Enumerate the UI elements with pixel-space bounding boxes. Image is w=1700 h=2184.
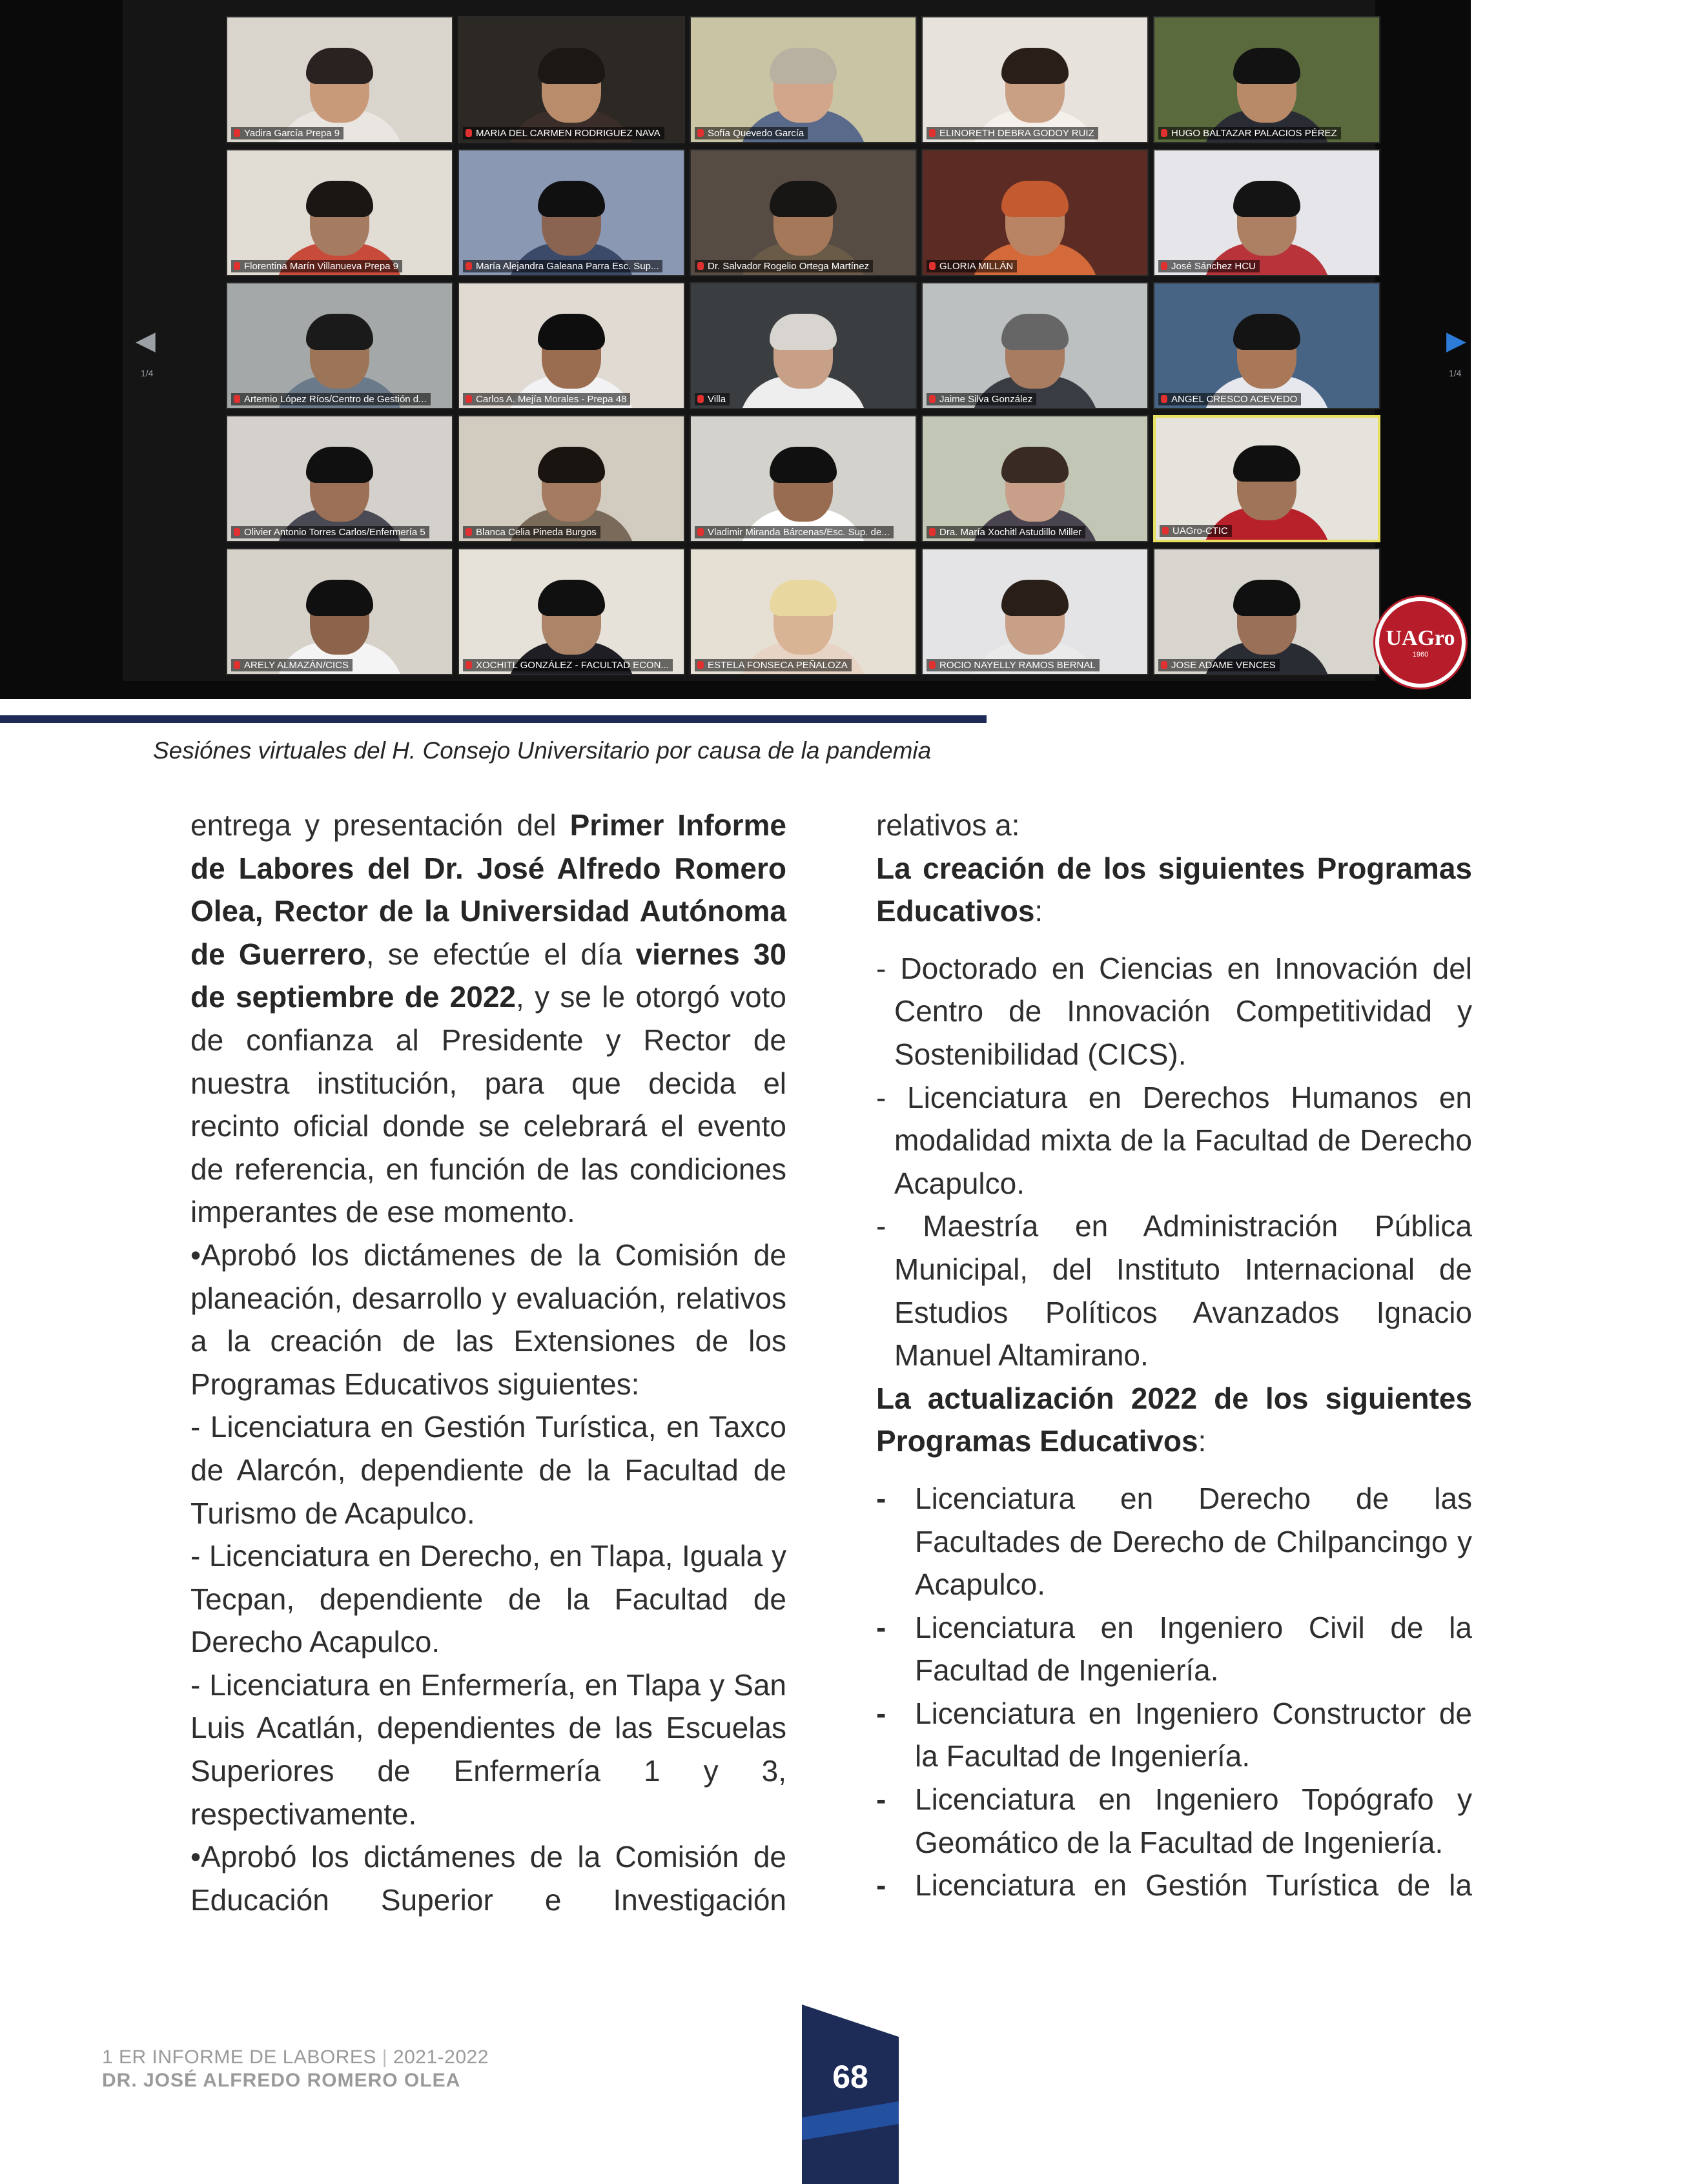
next-page-icon[interactable]: ▶ xyxy=(1446,327,1466,355)
left-column xyxy=(190,804,786,1921)
participant-name xyxy=(695,260,873,272)
list-item xyxy=(876,1606,1472,1692)
colon: : xyxy=(1034,894,1043,928)
muted-mic-icon xyxy=(697,661,704,669)
participant-tile[interactable] xyxy=(226,548,453,675)
list-item xyxy=(876,1477,1472,1606)
participant-name-text: Jaime Silva González xyxy=(939,394,1033,405)
participant-tile[interactable] xyxy=(458,415,685,542)
participant-tile[interactable] xyxy=(226,16,453,143)
colon: : xyxy=(1198,1424,1207,1458)
participant-hair xyxy=(770,447,837,483)
participant-hair xyxy=(770,181,837,217)
muted-mic-icon xyxy=(234,262,240,270)
participant-name-text: ESTELA FONSECA PEÑALOZA xyxy=(708,660,848,671)
participant-tile[interactable] xyxy=(921,548,1149,675)
participant-hair xyxy=(1233,48,1300,84)
participant-name-text: ELINORETH DEBRA GODOY RUIZ xyxy=(939,128,1094,139)
bold-run: Primer Informe de Labores del Dr. José Alfredo Romero Olea, Rector de la Universidad Autónoma de Guerrero xyxy=(190,808,786,971)
participant-tile[interactable] xyxy=(921,16,1149,143)
participant-name-text: ARELY ALMAZÁN/CICS xyxy=(244,660,349,671)
participant-hair xyxy=(1233,314,1300,350)
participant-hair xyxy=(1233,445,1300,482)
participant-hair xyxy=(538,48,605,84)
participant-name xyxy=(231,526,429,538)
participant-name-text: Dra. María Xochitl Astudillo Miller xyxy=(939,527,1082,538)
spacer xyxy=(876,1463,1472,1477)
participant-tile[interactable] xyxy=(458,548,685,675)
participant-hair xyxy=(306,48,373,84)
participant-tile[interactable] xyxy=(921,149,1149,276)
participant-name xyxy=(927,526,1085,538)
muted-mic-icon xyxy=(1161,395,1167,403)
participant-tile[interactable] xyxy=(921,282,1149,409)
page-number: 68 xyxy=(832,2059,868,2095)
participant-name xyxy=(463,526,600,538)
report-name: 1 ER INFORME DE LABORES xyxy=(102,2046,376,2068)
participant-hair xyxy=(1001,447,1069,483)
paragraph-informe xyxy=(190,804,786,1234)
bold-date: viernes 30 de septiembre de 2022 xyxy=(190,937,787,1014)
participant-hair xyxy=(1233,181,1300,217)
participant-tile[interactable] xyxy=(1153,415,1380,542)
list-item: - Licenciatura en Derechos Humanos en modalidad mixta de la Facultad de Derecho Acapulco. xyxy=(876,1080,1472,1200)
participant-tile[interactable] xyxy=(921,415,1149,542)
participant-name xyxy=(695,127,808,139)
muted-mic-icon xyxy=(466,528,472,536)
list-item xyxy=(876,1864,1472,1907)
participant-hair xyxy=(770,48,837,84)
participant-hair xyxy=(306,580,373,616)
participant-name-text: Dr. Salvador Rogelio Ortega Martínez xyxy=(708,261,870,272)
participant-name-text: ANGEL CRESCO ACEVEDO xyxy=(1171,394,1298,405)
participant-name-text: ROCIO NAYELLY RAMOS BERNAL xyxy=(939,660,1096,671)
participant-hair xyxy=(1001,314,1069,350)
dash-bullet: - xyxy=(876,1782,886,1817)
participant-name xyxy=(1160,525,1232,537)
participant-tile[interactable] xyxy=(458,149,685,276)
participant-hair xyxy=(770,314,837,350)
participant-hair xyxy=(306,314,373,350)
heading-creation xyxy=(876,847,1472,933)
seal-year: 1960 xyxy=(1412,651,1429,658)
participant-name xyxy=(1158,127,1341,139)
participant-hair xyxy=(1001,181,1069,217)
participant-name xyxy=(695,526,894,538)
list-item-text: Licenciatura en Gestión Turística de la xyxy=(915,1868,1472,1903)
participant-tile[interactable] xyxy=(458,16,685,143)
muted-mic-icon xyxy=(1162,527,1169,535)
participant-tile[interactable] xyxy=(1153,282,1380,409)
list-item xyxy=(876,1692,1472,1778)
participant-name xyxy=(231,393,431,405)
list-item: - Licenciatura en Derecho, en Tlapa, Iguala y Tecpan, dependiente de la Facultad de Derecho Acapulco. xyxy=(190,1539,786,1659)
participant-tile[interactable] xyxy=(690,16,917,143)
participant-name xyxy=(927,127,1098,139)
muted-mic-icon xyxy=(697,129,704,137)
participant-name xyxy=(463,393,630,405)
participant-name-text: XOCHITL GONZÁLEZ - FACULTAD ECON... xyxy=(476,660,669,671)
participant-name xyxy=(695,393,730,405)
participant-name-text: Vladimir Miranda Bárcenas/Esc. Sup. de... xyxy=(708,527,890,538)
participant-name xyxy=(463,659,673,671)
dash-bullet: - xyxy=(876,1610,886,1644)
participant-tile[interactable] xyxy=(458,282,685,409)
muted-mic-icon xyxy=(234,661,240,669)
uagro-seal-logo xyxy=(1375,597,1466,688)
muted-mic-icon xyxy=(234,129,240,137)
list-item-text: Licenciatura en Ingeniero Civil de la Facultad de Ingeniería. xyxy=(915,1610,1472,1688)
muted-mic-icon xyxy=(466,395,472,403)
dash-bullet: - xyxy=(876,1868,886,1903)
participant-hair xyxy=(306,447,373,483)
participant-name-text: Artemio López Ríos/Centro de Gestión d... xyxy=(244,394,427,405)
zoom-session-photo xyxy=(0,0,1471,699)
participant-tile[interactable] xyxy=(1153,548,1380,675)
participant-hair xyxy=(1233,580,1300,616)
participant-name-text: Florentina Marín Villanueva Prepa 9 xyxy=(244,261,399,272)
text-run: , se efectúe el día xyxy=(365,937,636,971)
text-run: entrega y presentación del xyxy=(190,808,570,842)
caption-rule xyxy=(0,715,987,723)
list-item: - Licenciatura en Enfermería, en Tlapa y San Luis Acatlán, dependientes de las Escuelas Superiores de Enfermería 1 y 3, respectivamente. xyxy=(190,1668,786,1831)
list-item-text: Licenciatura en Ingeniero Topógrafo y Geomático de la Facultad de Ingeniería. xyxy=(915,1782,1472,1859)
participant-tile[interactable] xyxy=(690,548,917,675)
list-item: - Licenciatura en Gestión Turística, en Taxco de Alarcón, dependiente de la Facultad de Turismo de Acapulco. xyxy=(190,1410,786,1530)
participant-tile[interactable] xyxy=(1153,149,1380,276)
participant-name-text: GLORIA MILLÁN xyxy=(939,261,1014,272)
participant-silhouette xyxy=(739,318,868,409)
participant-hair xyxy=(538,580,605,616)
participant-tile[interactable] xyxy=(690,282,917,409)
participant-tile[interactable] xyxy=(690,149,917,276)
previous-page-icon[interactable]: ◀ xyxy=(136,327,156,355)
participant-hair xyxy=(538,181,605,217)
participant-name xyxy=(231,127,343,139)
muted-mic-icon xyxy=(234,528,240,536)
participant-hair xyxy=(1001,48,1069,84)
participant-tile[interactable] xyxy=(690,415,917,542)
intro-text: relativos a: xyxy=(876,808,1020,842)
participant-name-text: Carlos A. Mejía Morales - Prepa 48 xyxy=(476,394,627,405)
list-item: - Maestría en Administración Pública Municipal, del Instituto Internacional de Estudios Políticos Avanzados Ignacio Manuel Altamirano. xyxy=(876,1209,1472,1373)
participant-name-text: Blanca Celia Pineda Burgos xyxy=(476,527,597,538)
heading-creation-text: La creación de los siguientes Programas Educativos xyxy=(876,851,1472,928)
participant-name xyxy=(695,659,852,671)
right-column xyxy=(876,804,1472,1907)
page-indicator-right: 1/4 xyxy=(1449,368,1462,378)
participant-name-text: Villa xyxy=(708,394,726,405)
muted-mic-icon xyxy=(234,395,240,403)
muted-mic-icon xyxy=(466,129,472,137)
muted-mic-icon xyxy=(929,661,936,669)
muted-mic-icon xyxy=(929,395,936,403)
footer-author: DR. JOSÉ ALFREDO ROMERO OLEA xyxy=(102,2070,461,2091)
muted-mic-icon xyxy=(929,262,936,270)
participant-name xyxy=(927,260,1017,272)
participant-name-text: Olivier Antonio Torres Carlos/Enfermería 5 xyxy=(244,527,425,538)
participant-name-text: UAGro-CTIC xyxy=(1173,526,1228,536)
page-indicator-left: 1/4 xyxy=(141,368,154,378)
participant-hair xyxy=(306,181,373,217)
participant-name-text: José Sánchez HCU xyxy=(1171,261,1256,272)
muted-mic-icon xyxy=(1161,129,1167,137)
muted-mic-icon xyxy=(697,262,704,270)
participant-name xyxy=(231,260,402,272)
participant-name-text: María Alejandra Galeana Parra Esc. Sup... xyxy=(476,261,659,272)
heading-update xyxy=(876,1377,1472,1463)
participant-name xyxy=(231,659,353,671)
photo-caption: Sesiónes virtuales del H. Consejo Universitario por causa de la pandemia xyxy=(153,737,932,764)
paragraph-aprobo-1: •Aprobó los dictámenes de la Comisión de planeación, desarrollo y evaluación, relativos a la creación de las Extensiones de los Programas Educativos siguientes: xyxy=(190,1238,786,1401)
muted-mic-icon xyxy=(1161,661,1167,669)
participant-name xyxy=(1158,393,1301,405)
participant-name-text: JOSE ADAME VENCES xyxy=(1171,660,1276,671)
participant-name-text: Sofía Quevedo García xyxy=(708,128,804,139)
participant-hair xyxy=(538,314,605,350)
dash-bullet: - xyxy=(876,1481,886,1515)
heading-update-text: La actualización 2022 de los siguientes Programas Educativos xyxy=(876,1381,1472,1458)
dash-bullet: - xyxy=(876,1696,886,1730)
participant-name xyxy=(463,260,662,272)
paragraph-aprobo-2: •Aprobó los dictámenes de la Comisión de Educación Superior e Investigación xyxy=(190,1840,786,1917)
participant-name-text: HUGO BALTAZAR PALACIOS PÉREZ xyxy=(1171,128,1337,139)
separator: | xyxy=(382,2046,388,2068)
report-years: 2021-2022 xyxy=(393,2046,489,2068)
participant-hair xyxy=(538,447,605,483)
seal-text: UAGro xyxy=(1386,626,1455,650)
participant-name xyxy=(927,393,1036,405)
list-item-text: Licenciatura en Ingeniero Constructor de la Facultad de Ingeniería. xyxy=(915,1696,1472,1773)
list-item-text: Licenciatura en Derecho de las Facultades de Derecho de Chilpancingo y Acapulco. xyxy=(915,1481,1472,1602)
muted-mic-icon xyxy=(466,661,472,669)
muted-mic-icon xyxy=(1161,262,1167,270)
list-item: - Doctorado en Ciencias en Innovación del Centro de Innovación Competitividad y Sostenibilidad (CICS). xyxy=(876,951,1472,1071)
participant-name xyxy=(1158,659,1280,671)
muted-mic-icon xyxy=(929,528,936,536)
participant-hair xyxy=(770,580,837,616)
muted-mic-icon xyxy=(929,129,936,137)
text-run: , y se le otorgó voto de confianza al Presidente y Rector de nuestra institución, para que decida el recinto oficial donde se celebrará el evento de referencia, en función de las condiciones imperantes de ese momento. xyxy=(190,980,786,1229)
footer-report-title xyxy=(102,2046,489,2068)
participant-name xyxy=(927,659,1100,671)
participant-name-text: Yadira García Prepa 9 xyxy=(244,128,340,139)
participant-tile[interactable] xyxy=(1153,16,1380,143)
participant-grid xyxy=(226,16,1382,678)
participant-name-text: MARIA DEL CARMEN RODRIGUEZ NAVA xyxy=(476,128,661,139)
participant-tile[interactable] xyxy=(226,149,453,276)
muted-mic-icon xyxy=(466,262,472,270)
muted-mic-icon xyxy=(697,395,704,403)
muted-mic-icon xyxy=(697,528,704,536)
participant-name xyxy=(1158,260,1260,272)
participant-name xyxy=(463,127,664,139)
list-item xyxy=(876,1778,1472,1864)
participant-tile[interactable] xyxy=(226,415,453,542)
participant-hair xyxy=(1001,580,1069,616)
spacer xyxy=(876,933,1472,947)
participant-tile[interactable] xyxy=(226,282,453,409)
